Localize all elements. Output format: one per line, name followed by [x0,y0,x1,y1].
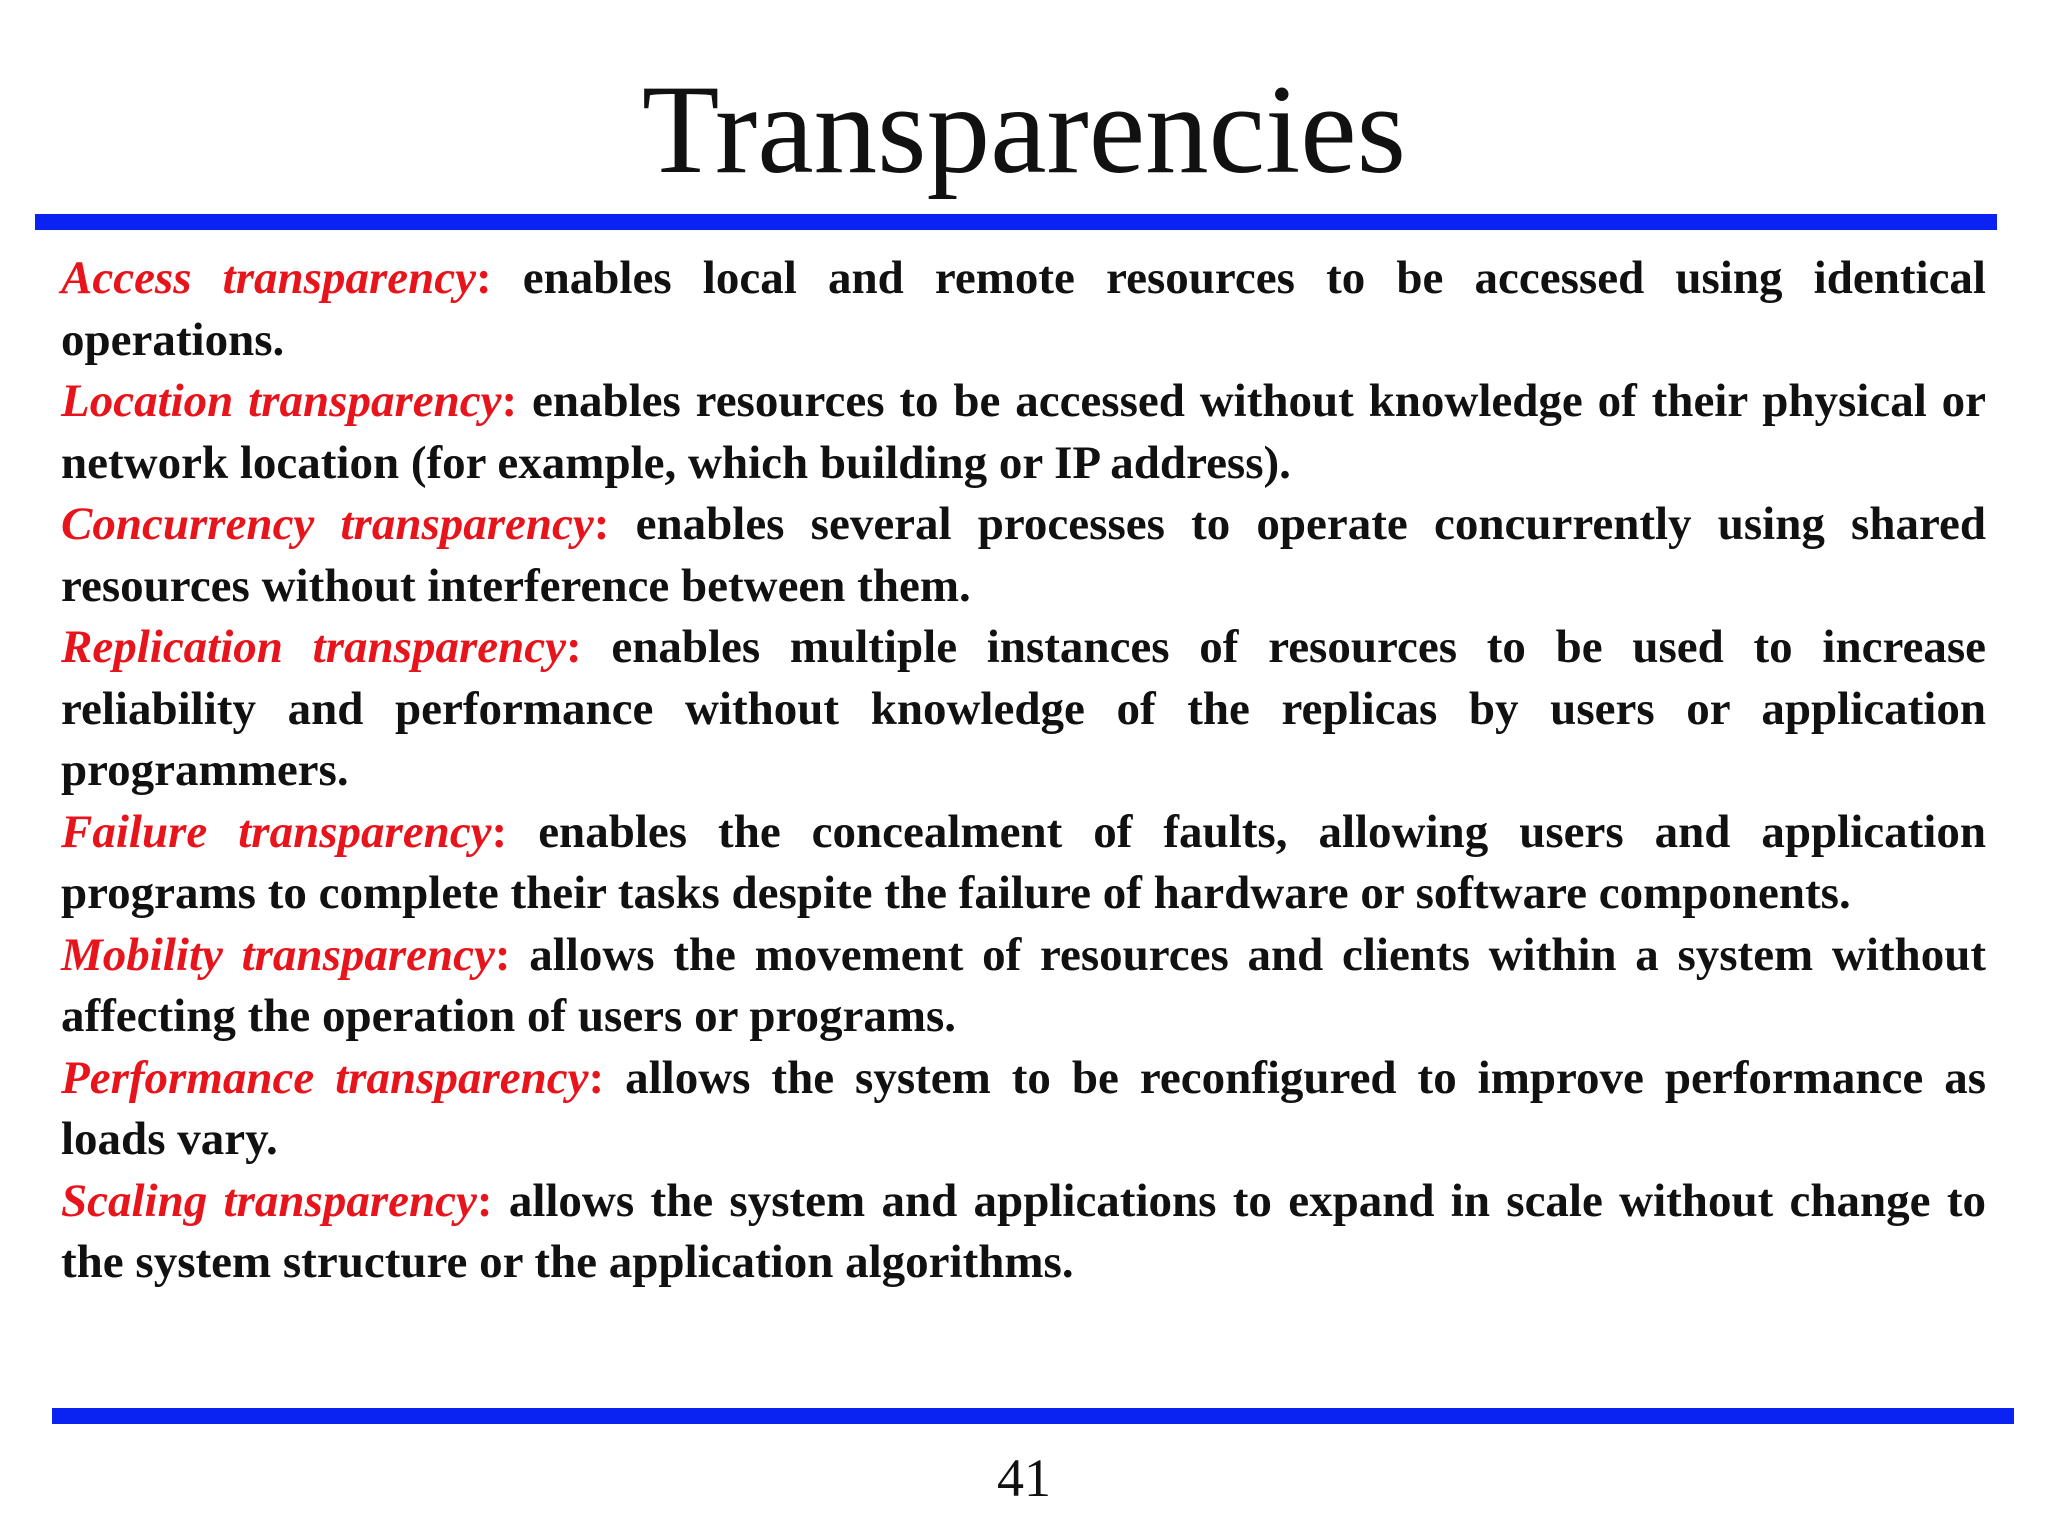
term-failure: Failure transparency [61,805,492,858]
term-scaling: Scaling transparency [61,1174,477,1227]
colon: : [476,1174,493,1227]
term-replication: Replication transparency [61,621,566,673]
slide-title: Transparencies [641,60,1407,200]
top-divider [35,214,1997,230]
description-access: enables local and remote resources to be accessed using identical operations. [61,252,1986,366]
list-item-failure [61,802,1986,925]
description-mobility: allows the movement of resources and clients within a system without affecting the operation of users or programs. [61,928,1986,1042]
colon: : [588,1051,605,1104]
list-item-performance [61,1048,1986,1171]
bottom-divider [52,1408,2014,1424]
term-location: Location transparency [61,375,502,427]
colon: : [565,621,582,673]
colon: : [501,375,518,427]
term-performance: Performance transparency [61,1051,589,1104]
description-scaling: allows the system and applications to expand in scale without change to the system structure or the application algorithms. [61,1174,1986,1288]
list-item-access [61,248,1986,371]
list-item-location [61,371,1986,494]
transparency-list [61,248,1986,1294]
description-performance: allows the system to be reconfigured to improve performance as loads vary. [61,1051,1986,1165]
description-location: enables resources to be accessed without knowledge of their physical or network location (for example, which building or IP address). [61,375,1986,489]
description-failure: enables the concealment of faults, allowing users and application programs to complete their tasks despite the failure of hardware or software components. [61,805,1987,919]
list-item-replication [61,617,1986,802]
page-number: 41 [997,1448,1051,1508]
colon: : [494,928,511,981]
term-access: Access transparency [61,252,476,304]
description-concurrency: enables several processes to operate concurrently using shared resources without interference between them. [61,498,1986,612]
colon: : [593,498,610,550]
colon: : [475,252,492,304]
list-item-scaling [61,1171,1986,1294]
colon: : [491,805,508,858]
list-item-mobility [61,925,1986,1048]
term-concurrency: Concurrency transparency [61,498,594,550]
list-item-concurrency [61,494,1986,617]
description-replication: enables multiple instances of resources to be used to increase reliability and performance without knowledge of the replicas by users or application programmers. [61,621,1986,796]
term-mobility: Mobility transparency [61,928,495,981]
